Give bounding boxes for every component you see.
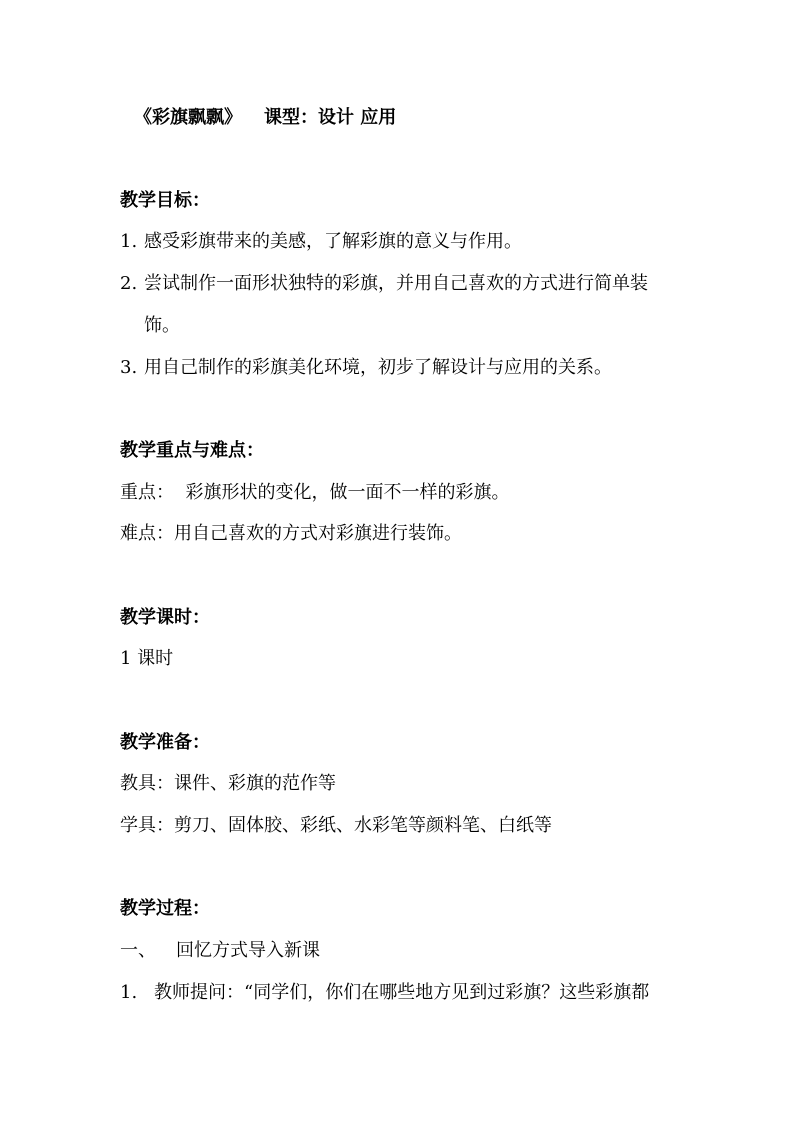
periods-heading: 教学课时： (120, 607, 210, 628)
objectives-heading: 教学目标： (120, 190, 210, 211)
objective-text: 感受彩旗带来的美感，了解彩旗的意义与作用。 (144, 231, 522, 252)
objective-num: 1. (120, 231, 138, 252)
course-type: 课型：设计 应用 (264, 107, 397, 128)
title-text: 《彩旗飘飘》 (134, 107, 242, 128)
lesson-title (134, 106, 396, 130)
objective-item-3 (120, 356, 612, 380)
teacher-tools: 教具：课件、彩旗的范作等 (120, 773, 336, 794)
objective-text: 用自己制作的彩旗美化环境，初步了解设计与应用的关系。 (144, 357, 612, 378)
objective-item-2-continued: 饰。 (144, 315, 180, 336)
periods-value: 1 课时 (120, 648, 174, 669)
student-tools: 学具：剪刀、固体胶、彩纸、水彩笔等颜料笔、白纸等 (120, 815, 552, 836)
focus-line: 重点： 彩旗形状的变化，做一面不一样的彩旗。 (120, 482, 510, 503)
section-num: 一、 (120, 940, 156, 961)
step-text: 教师提问：“同学们，你们在哪些地方见到过彩旗？这些彩旗都 (154, 982, 650, 1003)
difficulty-line: 难点：用自己喜欢的方式对彩旗进行装饰。 (120, 523, 462, 544)
step-num: 1. (120, 982, 138, 1003)
preparation-heading: 教学准备： (120, 732, 210, 753)
process-section-1 (120, 939, 320, 963)
section-title: 回忆方式导入新课 (176, 940, 320, 961)
process-heading: 教学过程： (120, 898, 210, 919)
process-step-1 (120, 981, 649, 1005)
objective-text: 尝试制作一面形状独特的彩旗，并用自己喜欢的方式进行简单装 (144, 273, 648, 294)
objective-num: 3. (120, 357, 138, 378)
key-points-heading: 教学重点与难点： (120, 440, 264, 461)
objective-item-2 (120, 272, 648, 296)
objective-item-1 (120, 230, 522, 254)
objective-num: 2. (120, 273, 138, 294)
